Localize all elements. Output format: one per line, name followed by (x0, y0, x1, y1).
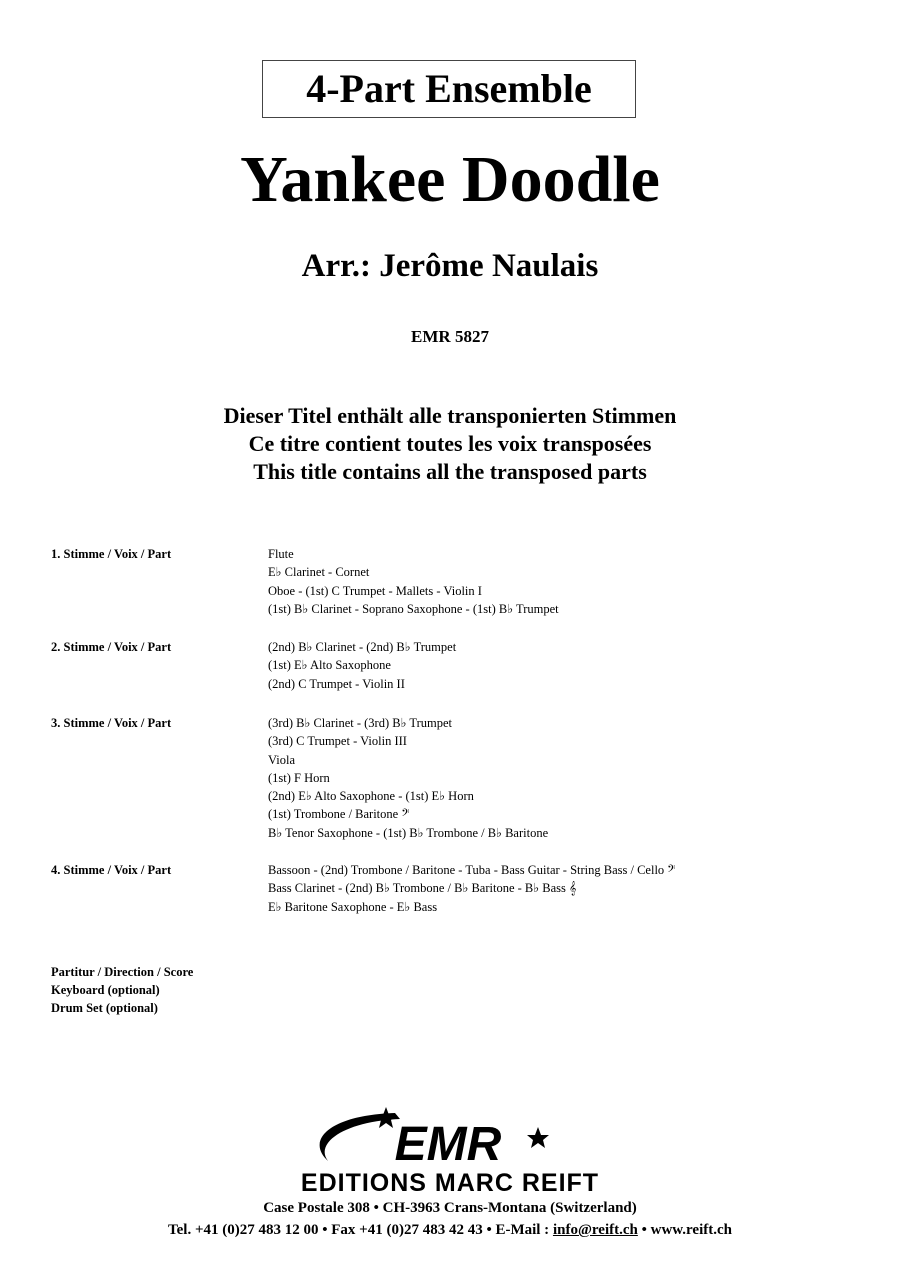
publisher-contact (0, 1220, 900, 1240)
instrument-line: (1st) B♭ Clarinet - Soprano Saxophone - (1st) B♭ Trumpet (268, 601, 559, 616)
part-2-label: 2. Stimme / Voix / Part (51, 640, 172, 654)
ensemble-type-box: 4-Part Ensemble (262, 60, 636, 118)
instrument-line: (2nd) E♭ Alto Saxophone - (1st) E♭ Horn (268, 789, 474, 804)
additional-parts (51, 963, 193, 1017)
instrument-line: E♭ Baritone Saxophone - E♭ Bass (268, 899, 438, 914)
extra-part-score: Partitur / Direction / Score (51, 965, 194, 979)
instrument-line: B♭ Tenor Saxophone - (1st) B♭ Trombone / B♭ Baritone (268, 825, 549, 840)
part-3-instruments (268, 714, 548, 842)
instrument-line: (2nd) C Trumpet - Violin II (268, 676, 405, 691)
transposed-note-english: This title contains all the transposed parts (253, 459, 647, 484)
extra-part-drums: Drum Set (optional) (51, 1001, 158, 1015)
instrument-line: Bassoon - (2nd) Trombone / Baritone - Tuba - Bass Guitar - String Bass / Cello 𝄢 (268, 863, 676, 877)
extra-part-keyboard: Keyboard (optional) (51, 983, 160, 997)
part-3-label: 3. Stimme / Voix / Part (51, 716, 172, 730)
part-4-instruments (268, 861, 675, 916)
publisher-name: EDITIONS MARC REIFT (300, 1169, 600, 1197)
instrument-line: (3rd) C Trumpet - Violin III (268, 734, 407, 749)
piece-title: Yankee Doodle (240, 143, 660, 216)
logo-lettering: EMR (394, 1118, 502, 1171)
catalog-number: EMR 5827 (411, 327, 489, 346)
part-4-label: 4. Stimme / Voix / Part (51, 863, 172, 877)
part-2-instruments (268, 638, 456, 693)
contact-website: • www.reift.ch (637, 1222, 732, 1238)
transposed-note-german: Dieser Titel enthält alle transponierten Stimmen (223, 403, 677, 428)
part-1-instruments (268, 545, 559, 618)
email-link[interactable]: info@reift.ch (552, 1222, 638, 1238)
transposed-note-french: Ce titre contient toutes les voix transposées (248, 431, 652, 456)
publisher-address: Case Postale 308 • CH-3963 Crans-Montana (Switzerland) (263, 1200, 637, 1216)
instrument-line: (1st) F Horn (268, 770, 330, 785)
instrument-line: Viola (268, 752, 296, 767)
instrument-line: (2nd) B♭ Clarinet - (2nd) B♭ Trumpet (268, 640, 457, 654)
instrument-line: (3rd) B♭ Clarinet - (3rd) B♭ Trumpet (268, 716, 452, 730)
contact-phone-fax: Tel. +41 (0)27 483 12 00 • Fax +41 (0)27 483 42 43 • E-Mail : (168, 1222, 553, 1238)
emr-logo (300, 1105, 570, 1177)
instrument-line: (1st) E♭ Alto Saxophone (268, 658, 391, 673)
instrument-line: Flute (268, 547, 294, 561)
instrument-line: (1st) Trombone / Baritone 𝄢 (268, 807, 410, 822)
logo-star-right (527, 1127, 549, 1148)
instrument-line: Bass Clarinet - (2nd) B♭ Trombone / B♭ Baritone - B♭ Bass 𝄞 (268, 881, 577, 896)
part-1-label: 1. Stimme / Voix / Part (51, 547, 172, 561)
instrument-line: Oboe - (1st) C Trumpet - Mallets - Violin I (268, 583, 482, 598)
arranger-credit: Arr.: Jerôme Naulais (301, 248, 599, 284)
instrument-line: E♭ Clarinet - Cornet (268, 565, 370, 580)
